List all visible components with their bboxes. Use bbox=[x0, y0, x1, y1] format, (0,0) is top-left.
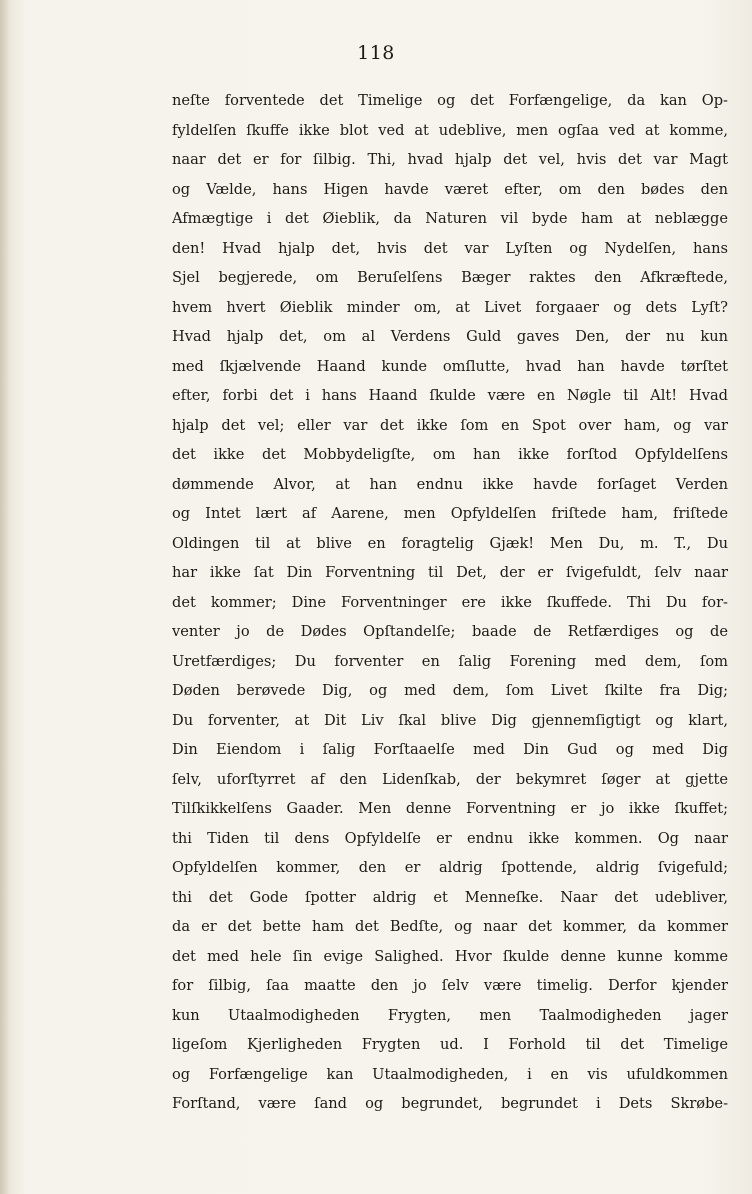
text-line: og Forfængelige kan Utaalmodigheden, i en vis ufuldkommen bbox=[172, 1065, 728, 1083]
text-line: det ikke det Mobbydeligſte, om han ikke forſtod Opfyldelſens bbox=[172, 446, 728, 463]
text-line: ligeſom Kjerligheden Frygten ud. I Forhold til det Timelige bbox=[172, 1036, 728, 1053]
text-line: det kommer; Dine Forventninger ere ikke ſkuffede. Thi Du for- bbox=[172, 593, 728, 611]
text-line: med ſkjælvende Haand kunde omſlutte, hvad han havde tørſtet bbox=[172, 357, 728, 375]
text-line: Døden berøvede Dig, og med dem, ſom Livet ſkilte fra Dig; bbox=[172, 682, 728, 699]
text-line: Uretfærdiges; Du forventer en ſalig Forening med dem, ſom bbox=[172, 652, 728, 670]
text-line: hvem hvert Øieblik minder om, at Livet forgaaer og dets Lyſt? bbox=[172, 298, 728, 316]
text-line: det med hele ſin evige Salighed. Hvor ſkulde denne kunne komme bbox=[172, 947, 728, 965]
text-line: og Vælde, hans Higen havde været efter, om den bødes den bbox=[172, 180, 728, 198]
text-line: venter jo de Dødes Opſtandelſe; baade de Retfærdiges og de bbox=[172, 623, 728, 640]
text-line: da er det bette ham det Bedſte, og naar det kommer, da kommer bbox=[172, 918, 728, 935]
text-line: ſelv, uforſtyrret af den Lidenſkab, der bekymret ſøger at gjette bbox=[172, 770, 728, 788]
text-line: Tilſkikkelſens Gaader. Men denne Forventning er jo ikke ſkuffet; bbox=[172, 800, 728, 817]
text-line: fyldelſen ſkuffe ikke blot ved at udeblive, men ogſaa ved at komme, bbox=[172, 121, 728, 139]
text-line: har ikke ſat Din Forventning til Det, der er ſvigefuldt, ſelv naar bbox=[172, 564, 728, 581]
text-line: Sjel begjerede, om Beruſelſens Bæger raktes den Afkræftede, bbox=[172, 269, 728, 286]
text-line: Du forventer, at Dit Liv ſkal blive Dig gjennemſigtigt og klart, bbox=[172, 711, 728, 729]
text-line: Din Eiendom i ſalig Forſtaaelſe med Din Gud og med Dig bbox=[172, 741, 728, 758]
text-line: den! Hvad hjalp det, hvis det var Lyſten og Nydelſen, hans bbox=[172, 239, 728, 257]
text-line: thi Tiden til dens Opfyldelſe er endnu ikke kommen. Og naar bbox=[172, 829, 728, 847]
page-number: 118 bbox=[357, 42, 395, 64]
text-line: naar det er for ſilbig. Thi, hvad hjalp det vel, hvis det var Magt bbox=[172, 151, 728, 168]
text-line: Oldingen til at blive en foragtelig Gjæk! Men Du, m. T., Du bbox=[172, 534, 728, 552]
text-line: Afmægtige i det Øieblik, da Naturen vil byde ham at neblægge bbox=[172, 210, 728, 227]
text-line: Opfyldelſen kommer, den er aldrig ſpottende, aldrig ſvigefuld; bbox=[172, 859, 728, 876]
text-line: hjalp det vel; eller var det ikke ſom en Spot over ham, og var bbox=[172, 416, 728, 434]
text-line: efter, forbi det i hans Haand ſkulde være en Nøgle til Alt! Hvad bbox=[172, 387, 728, 404]
text-line: Forſtand, være ſand og begrundet, begrundet i Dets Skrøbe- bbox=[172, 1095, 728, 1112]
body-text bbox=[172, 86, 728, 1119]
text-line: Hvad hjalp det, om al Verdens Guld gaves Den, der nu kun bbox=[172, 328, 728, 345]
text-line: thi det Gode ſpotter aldrig et Menneſke. Naar det udebliver, bbox=[172, 888, 728, 906]
text-line: neſte forventede det Timelige og det Forfængelige, da kan Op- bbox=[172, 92, 728, 109]
gutter-shadow bbox=[0, 0, 10, 1194]
text-line: kun Utaalmodigheden Frygten, men Taalmodigheden jager bbox=[172, 1006, 728, 1024]
text-line: dømmende Alvor, at han endnu ikke havde forſaget Verden bbox=[172, 475, 728, 493]
text-line: og Intet lært af Aarene, men Opfyldelſen friſtede ham, friſtede bbox=[172, 505, 728, 522]
text-line: for ſilbig, ſaa maatte den jo ſelv være timelig. Derfor kjender bbox=[172, 977, 728, 994]
